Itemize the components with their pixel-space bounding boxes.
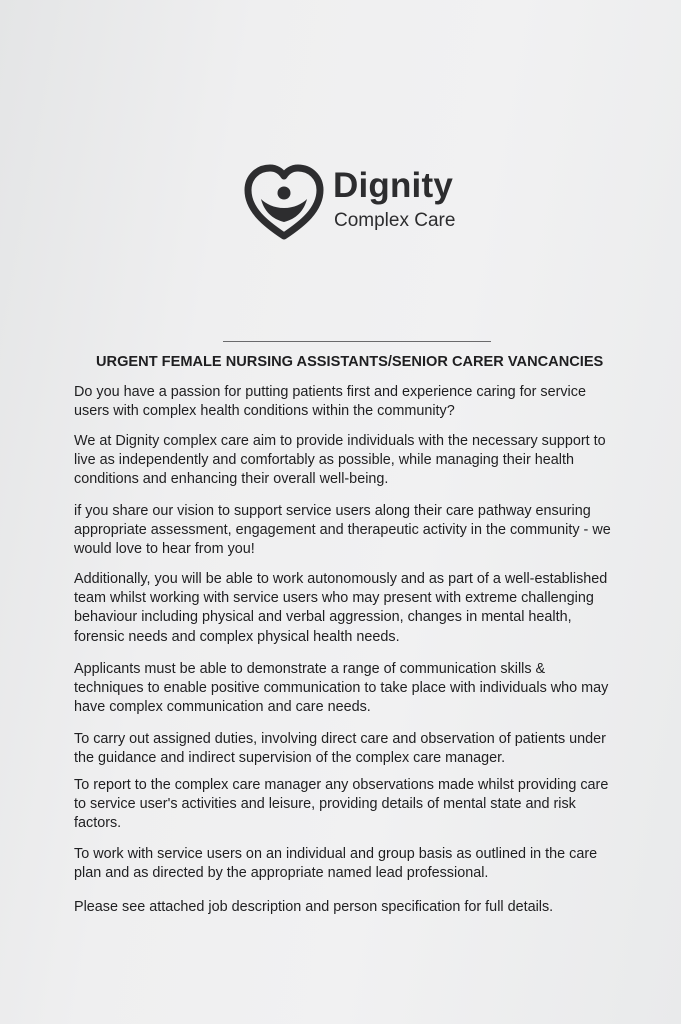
paragraph — [74, 570, 654, 647]
brand-subtitle: Complex Care — [334, 210, 456, 231]
paragraph-line: factors. — [74, 815, 122, 832]
paragraph-line: To work with service users on an individual and group basis as outlined in the care — [74, 846, 598, 862]
paragraph — [74, 660, 654, 718]
paragraph-line: live as independently and comfortably as possible, while managing their health — [74, 452, 574, 469]
paragraph-line: Applicants must be able to demonstrate a range of communication skills & — [74, 661, 546, 677]
brand-name: Dignity — [333, 166, 454, 205]
paragraph-line: We at Dignity complex care aim to provide individuals with the necessary support to — [74, 433, 606, 449]
paragraph-line: team whilst working with service users who may present with extreme challenging — [74, 590, 594, 607]
paragraph-line: to service user's activities and leisure, providing details of mental state and risk — [74, 796, 576, 813]
paragraph-line: users with complex health conditions within the community? — [74, 403, 455, 420]
paragraph — [74, 730, 654, 768]
paragraph-line: the guidance and indirect supervision of the complex care manager. — [74, 750, 506, 767]
paragraph-line: plan and as directed by the appropriate named lead professional. — [74, 865, 489, 882]
paragraph-line: techniques to enable positive communication to take place with individuals who may — [74, 680, 609, 697]
paragraph-line: would love to hear from you! — [74, 541, 255, 558]
paragraph — [74, 776, 654, 834]
paragraph-line: Do you have a passion for putting patients first and experience caring for service — [74, 384, 586, 400]
paragraph — [74, 502, 654, 560]
heart-person-icon — [244, 164, 324, 240]
paragraph-line: conditions and enhancing their overall well-being. — [74, 471, 389, 488]
divider-line — [223, 341, 491, 342]
paragraph — [74, 845, 654, 883]
paragraph — [74, 383, 654, 421]
paragraph-line: To report to the complex care manager any observations made whilst providing care — [74, 777, 609, 793]
paragraph-line: forensic needs and complex physical health needs. — [74, 628, 400, 645]
paragraph-line: have complex communication and care needs. — [74, 699, 371, 716]
vacancy-heading: URGENT FEMALE NURSING ASSISTANTS/SENIOR CARER VANCANCIES — [96, 354, 604, 370]
paragraph-line: Additionally, you will be able to work autonomously and as part of a well-established — [74, 571, 608, 587]
paragraph — [74, 898, 654, 917]
paragraph-line: behaviour including physical and verbal aggression, changes in mental health, — [74, 609, 572, 626]
paragraph-line: To carry out assigned duties, involving direct care and observation of patients under — [74, 731, 606, 747]
paragraph — [74, 432, 654, 490]
paragraph-line: appropriate assessment, engagement and therapeutic activity in the community - we — [74, 522, 611, 539]
paragraph-line: Please see attached job description and person specification for full details. — [74, 899, 554, 915]
paragraph-line: if you share our vision to support service users along their care pathway ensuring — [74, 503, 591, 519]
